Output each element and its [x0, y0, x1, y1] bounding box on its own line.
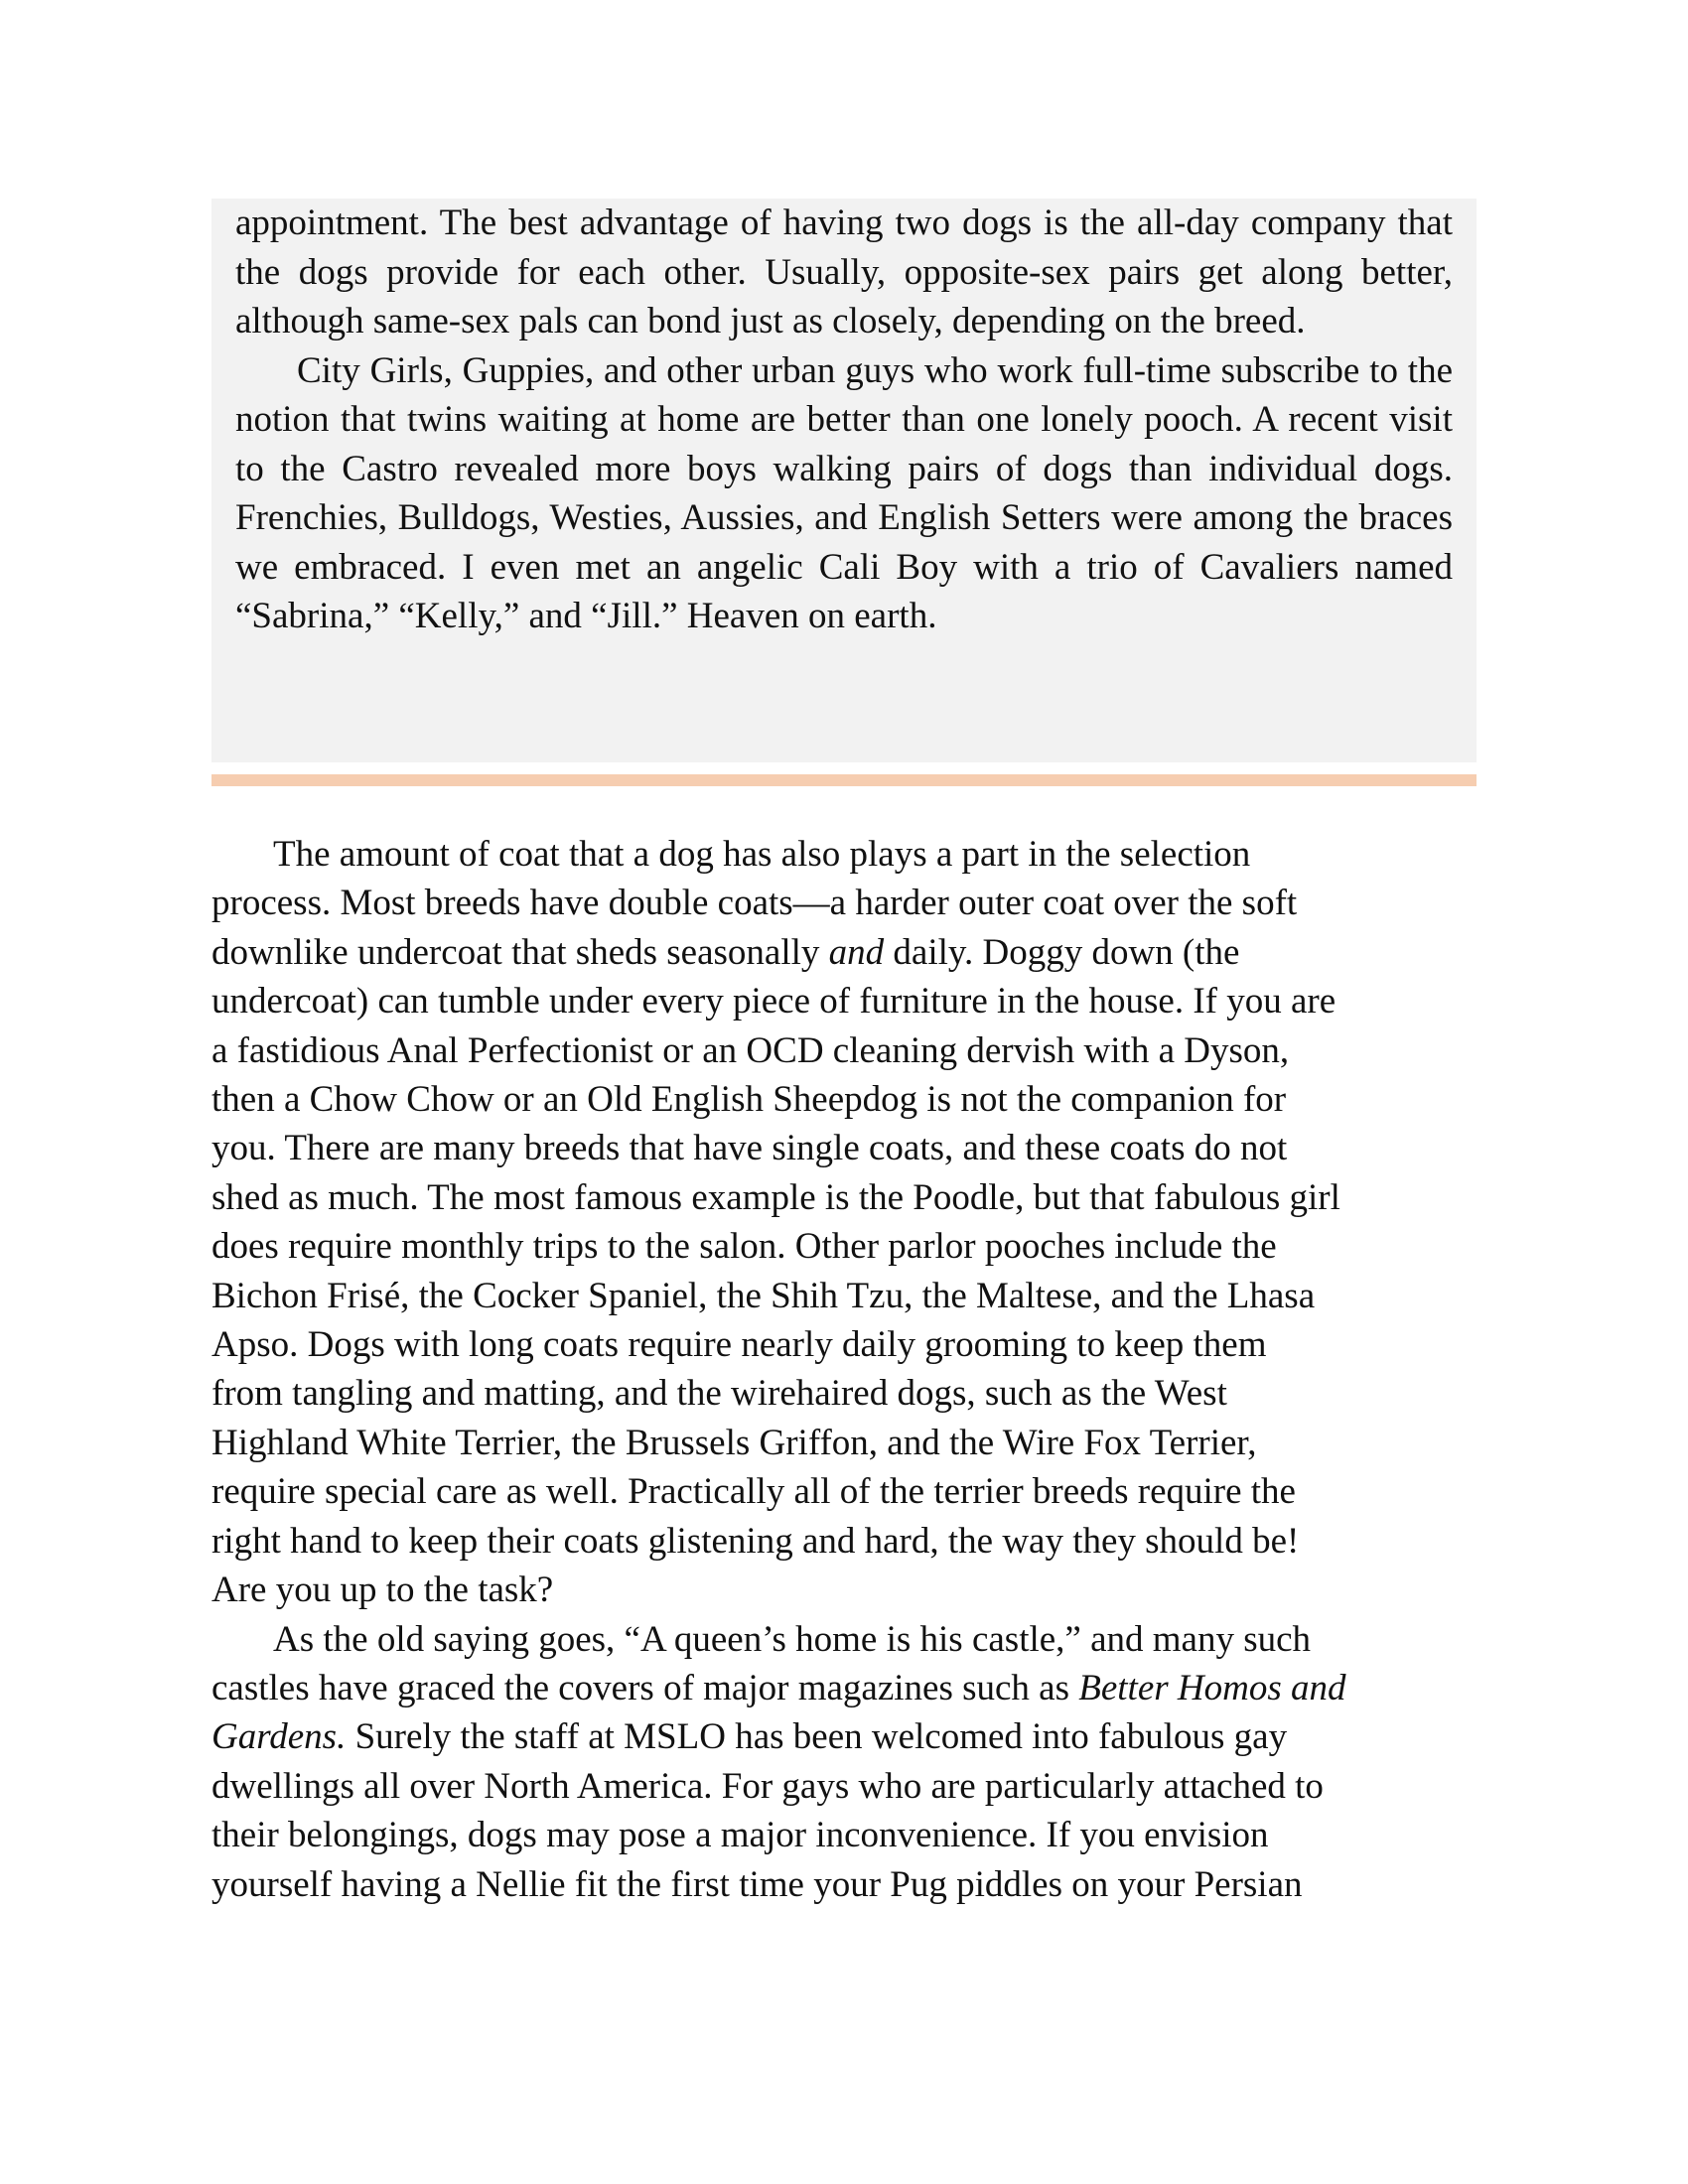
sidebar-divider-rule [211, 774, 1477, 786]
text-line: Bichon Frisé, the Cocker Spaniel, the Shih Tzu, the Maltese, and the Lhasa [211, 1275, 1316, 1316]
text-line: then a Chow Chow or an Old English Sheepdog is not the companion for [211, 1079, 1287, 1121]
text-line: require special care as well. Practically all of the terrier breeds require the [211, 1471, 1296, 1513]
text-line: does require monthly trips to the salon. Other parlor pooches include the [211, 1226, 1277, 1268]
text-line [211, 1712, 1482, 1761]
text-run: castles have graced the covers of major magazines such as [211, 1667, 1079, 1708]
body-paragraph [211, 830, 1482, 1615]
text-line: As the old saying goes, “A queen’s home is his castle,” and many such [273, 1618, 1312, 1660]
text-run: Surely the staff at MSLO has been welcomed into fabulous gay [346, 1716, 1288, 1758]
magazine-title: Better Homos and [1078, 1667, 1346, 1708]
text-line: you. There are many breeds that have single coats, and these coats do not [211, 1128, 1288, 1169]
text-line: from tangling and matting, and the wirehaired dogs, such as the West [211, 1373, 1227, 1415]
text-line: a fastidious Anal Perfectionist or an OCD cleaning dervish with a Dyson, [211, 1029, 1290, 1071]
text-line [211, 928, 1482, 977]
sidebar-box [211, 199, 1477, 762]
emphasis-text: and [828, 931, 885, 973]
text-line: Highland White Terrier, the Brussels Griffon, and the Wire Fox Terrier, [211, 1422, 1257, 1463]
text-line: their belongings, dogs may pose a major inconvenience. If you envision [211, 1815, 1269, 1856]
text-line: dwellings all over North America. For gays who are particularly attached to [211, 1765, 1324, 1807]
text-line: The amount of coat that a dog has also plays a part in the selection [273, 834, 1251, 875]
text-run: daily. Doggy down (the [884, 931, 1240, 973]
text-run: downlike undercoat that sheds seasonally [211, 931, 829, 973]
text-line: process. Most breeds have double coats—a harder outer coat over the soft [211, 883, 1298, 924]
text-line: right hand to keep their coats glistening and hard, the way they should be! [211, 1520, 1300, 1562]
text-line [211, 1664, 1482, 1712]
body-paragraph [211, 1615, 1482, 1909]
text-line: shed as much. The most famous example is the Poodle, but that fabulous girl [211, 1176, 1340, 1218]
sidebar-paragraph: City Girls, Guppies, and other urban guys who work full-time subscribe to the notion that twins waiting at home are better than one lonely pooch. A recent visit to the Castro revealed more boys walking pairs of dogs than individual dogs. Frenchies, Bulldogs, Westies, Aussies, and English Setters were among the braces we embraced. I even met an angelic Cali Boy with a trio of Cavaliers named “Sabrina,” “Kelly,” and “Jill.” Heaven on earth. [235, 349, 1453, 636]
text-line: yourself having a Nellie fit the first time your Pug piddles on your Persian [211, 1863, 1303, 1905]
text-line: Apso. Dogs with long coats require nearly daily grooming to keep them [211, 1324, 1267, 1366]
main-text [211, 830, 1482, 1909]
sidebar-paragraph: appointment. The best advantage of having two dogs is the all-day company that the dogs provide for each other. Usually, opposite-sex pairs get along better, although same-sex pals can bond just as closely, depending on the breed. [235, 203, 1453, 341]
text-line: undercoat) can tumble under every piece of furniture in the house. If you are [211, 981, 1336, 1023]
text-line: Are you up to the task? [211, 1570, 554, 1611]
magazine-title: Gardens. [211, 1716, 347, 1758]
